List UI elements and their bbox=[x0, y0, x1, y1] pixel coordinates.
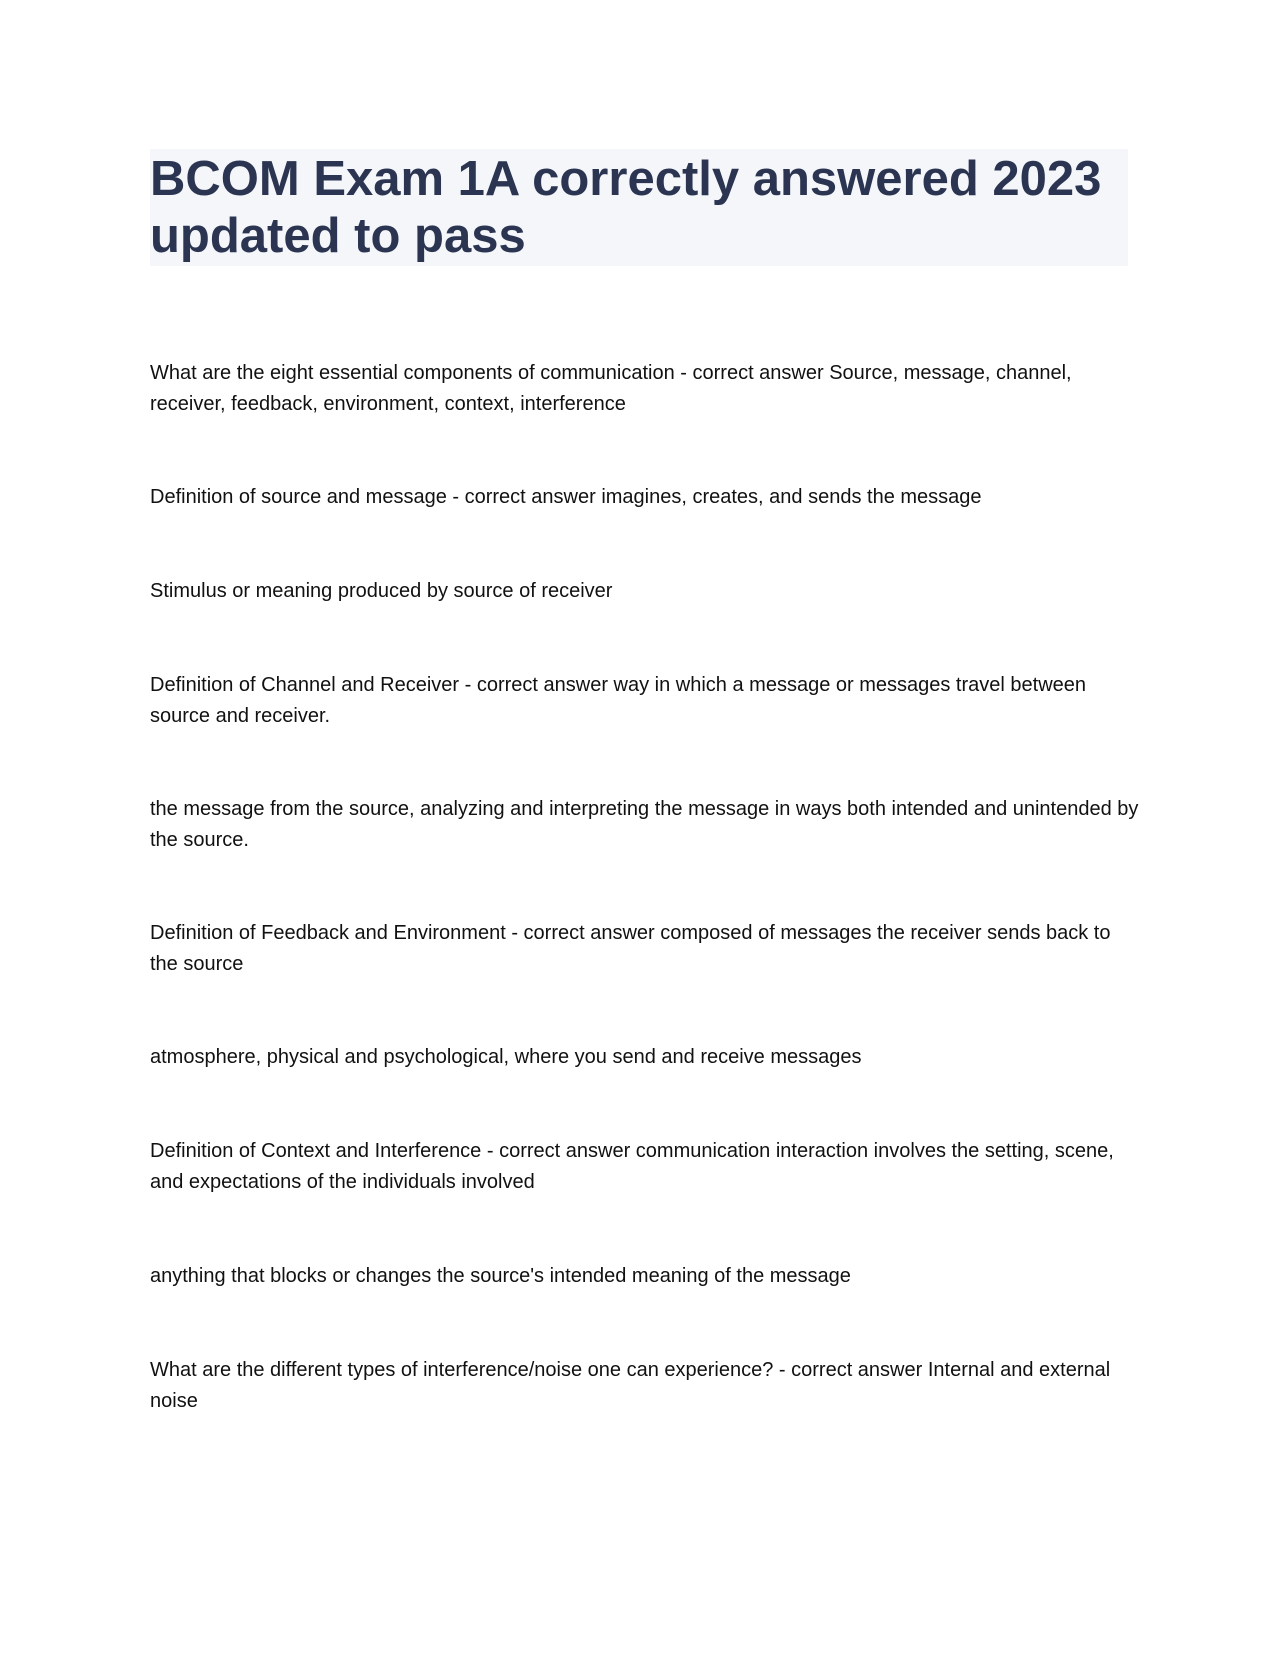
paragraph-9: anything that blocks or changes the source's intended meaning of the message bbox=[150, 1265, 851, 1287]
paragraph-4: Definition of Channel and Receiver - correct answer way in which a message or messages travel between source and receiver. bbox=[150, 674, 1087, 727]
document-title: BCOM Exam 1A correctly answered 2023 updated to pass bbox=[150, 152, 1102, 263]
paragraph-2: Definition of source and message - correct answer imagines, creates, and sends the message bbox=[150, 486, 982, 508]
paragraph-3: Stimulus or meaning produced by source of receiver bbox=[150, 580, 613, 602]
paragraph-10: What are the different types of interference/noise one can experience? - correct answer Internal and external noise bbox=[150, 1359, 1111, 1412]
paragraph-8: Definition of Context and Interference - correct answer communication interaction involves the setting, scene, and expectations of the individuals involved bbox=[150, 1140, 1114, 1193]
paragraph-1: What are the eight essential components of communication - correct answer Source, message, channel, receiver, feedback, environment, context, interference bbox=[150, 362, 1072, 415]
paragraph-7: atmosphere, physical and psychological, where you send and receive messages bbox=[150, 1046, 862, 1068]
paragraph-6: Definition of Feedback and Environment - correct answer composed of messages the receiver sends back to the source bbox=[150, 922, 1111, 975]
paragraph-5: the message from the source, analyzing and interpreting the message in ways both intended and unintended by the source. bbox=[150, 798, 1139, 851]
